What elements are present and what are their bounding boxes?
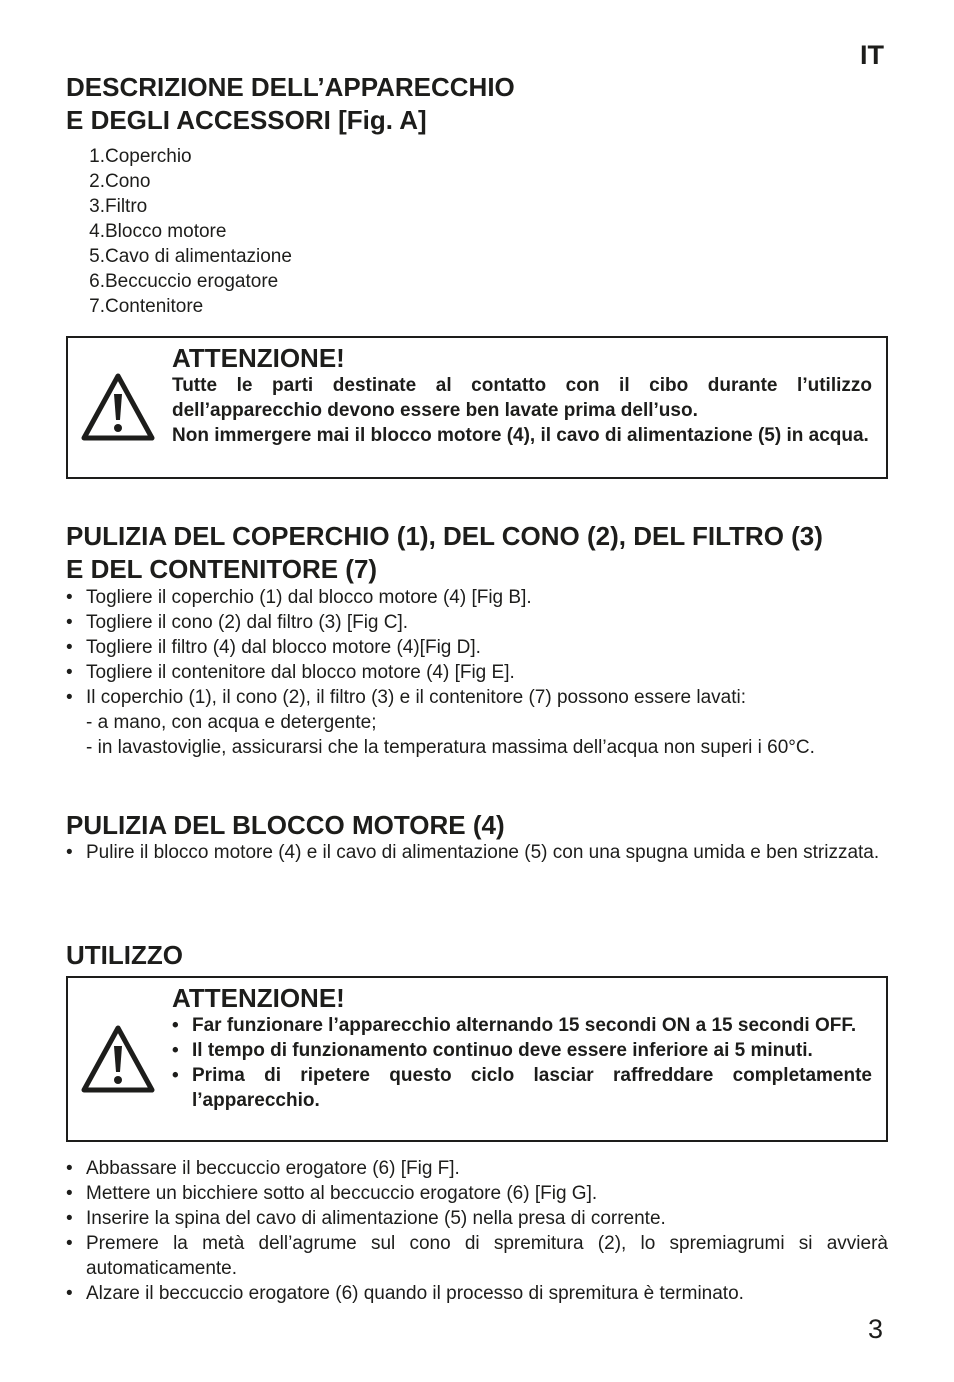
item-number: 7. [89,296,105,317]
warning-text-1: Tutte le parti destinate al contatto con il cibo durante l’utilizzo dell’apparecchio devono essere ben lavate prima dell’uso. [172,375,872,421]
item-label: Filtro [105,196,148,217]
bullet-text: Pulire il blocco motore (4) e il cavo di alimentazione (5) con una spugna umida e ben strizzata. [86,842,880,863]
bullet-text: Togliere il filtro (4) dal blocco motore (4)[Fig D]. [86,637,481,658]
language-code: IT [860,40,884,70]
warning-content [172,343,872,448]
page-number: 3 [868,1314,884,1344]
item-label: Beccuccio erogatore [105,271,279,292]
bullet-text: Togliere il cono (2) dal filtro (3) [Fig C]. [86,612,409,633]
cleaning-parts-title [66,520,823,586]
list-item [66,144,292,169]
bullet-text: Premere la metà dell’agrume sul cono di spremitura (2), lo spremiagrumi si avvierà automaticamente. [86,1233,888,1279]
bullet-text: Il coperchio (1), il cono (2), il filtro (3) e il contenitore (7) possono essere lavati: [86,687,746,708]
bullet-subtext: - in lavastoviglie, assicurarsi che la temperatura massima dell’acqua non superi i 60°C. [86,737,815,758]
bullet-text: Togliere il coperchio (1) dal blocco motore (4) [Fig B]. [86,587,532,608]
warning-box-2 [66,976,888,1142]
item-number: 4. [89,221,105,242]
warning-bullet: Prima di ripetere questo ciclo lasciar raffreddare completamente l’apparecchio. [192,1065,872,1111]
bullet-text: Inserire la spina del cavo di alimentazione (5) nella presa di corrente. [86,1208,666,1229]
list-item [66,294,292,319]
bullet-text: Abbassare il beccuccio erogatore (6) [Fig F]. [86,1158,460,1179]
usage-title: UTILIZZO [66,940,183,970]
cleaning-parts-title-line1: PULIZIA DEL COPERCHIO (1), DEL CONO (2), DEL FILTRO (3) [66,521,823,551]
list-item: • Togliere il coperchio (1) dal blocco motore (4) [Fig B]. [66,585,888,610]
list-item [66,194,292,219]
list-item: • Mettere un bicchiere sotto al beccuccio erogatore (6) [Fig G]. [66,1181,888,1206]
list-item: • Togliere il cono (2) dal filtro (3) [Fig C]. [66,610,888,635]
list-item: • Il tempo di funzionamento continuo deve essere inferiore ai 5 minuti. [172,1038,872,1063]
list-item: • Premere la metà dell’agrume sul cono di spremitura (2), lo spremiagrumi si avvierà automaticamente. [66,1233,888,1279]
warning-heading: ATTENZIONE! [172,983,345,1013]
item-label: Coperchio [105,146,192,167]
parts-list [66,144,292,319]
list-item: • Togliere il filtro (4) dal blocco motore (4)[Fig D]. [66,635,888,660]
list-item: • Il coperchio (1), il cono (2), il filtro (3) e il contenitore (7) possono essere lavati: - a mano, con acqua e detergente; - in lavastoviglie, assicurarsi che la temperatura massima dell’acqua non superi i 60°C. [66,685,888,760]
warning-list [172,1013,872,1113]
list-item [66,244,292,269]
item-label: Cavo di alimentazione [105,246,292,267]
cleaning-parts-title-line2: E DEL CONTENITORE (7) [66,554,378,584]
warning-triangle-icon [80,372,156,442]
bullet-text: Alzare il beccuccio erogatore (6) quando il processo di spremitura è terminato. [86,1283,744,1304]
list-item: • Alzare il beccuccio erogatore (6) quando il processo di spremitura è terminato. [66,1281,888,1306]
usage-list [66,1156,888,1306]
list-item: • Inserire la spina del cavo di alimentazione (5) nella presa di corrente. [66,1206,888,1231]
list-item [66,169,292,194]
bullet-text: Mettere un bicchiere sotto al beccuccio erogatore (6) [Fig G]. [86,1183,598,1204]
bullet-body [86,685,888,760]
warning-content [172,983,872,1113]
list-item: • Far funzionare l’apparecchio alternando 15 secondi ON a 15 secondi OFF. [172,1013,872,1038]
list-item: • Abbassare il beccuccio erogatore (6) [Fig F]. [66,1156,888,1181]
item-label: Blocco motore [105,221,227,242]
warning-box-1 [66,336,888,479]
cleaning-motor-list [66,840,888,865]
list-item: • Prima di ripetere questo ciclo lasciar raffreddare completamente l’apparecchio. [172,1065,872,1111]
list-item: • Pulire il blocco motore (4) e il cavo di alimentazione (5) con una spugna umida e ben strizzata. [66,840,888,865]
list-item [66,219,292,244]
item-number: 5. [89,246,105,267]
description-title-line2: E DEGLI ACCESSORI [Fig. A] [66,105,427,135]
list-item [66,269,292,294]
cleaning-motor-title: PULIZIA DEL BLOCCO MOTORE (4) [66,810,505,840]
bullet-text: Togliere il contenitore dal blocco motore (4) [Fig E]. [86,662,515,683]
item-number: 6. [89,271,105,292]
cleaning-parts-list [66,585,888,760]
warning-bullet: Far funzionare l’apparecchio alternando 15 secondi ON a 15 secondi OFF. [192,1015,857,1036]
description-title [66,71,515,137]
item-label: Cono [105,171,151,192]
warning-triangle-icon [80,1024,156,1094]
item-number: 1. [89,146,105,167]
warning-bullet: Il tempo di funzionamento continuo deve essere inferiore ai 5 minuti. [192,1040,813,1061]
bullet-subtext: - a mano, con acqua e detergente; [86,712,377,733]
item-number: 2. [89,171,105,192]
item-number: 3. [89,196,105,217]
list-item: • Togliere il contenitore dal blocco motore (4) [Fig E]. [66,660,888,685]
description-title-line1: DESCRIZIONE DELL’APPARECCHIO [66,72,515,102]
item-label: Contenitore [105,296,204,317]
warning-text-2: Non immergere mai il blocco motore (4), il cavo di alimentazione (5) in acqua. [172,425,869,446]
warning-heading: ATTENZIONE! [172,343,345,373]
